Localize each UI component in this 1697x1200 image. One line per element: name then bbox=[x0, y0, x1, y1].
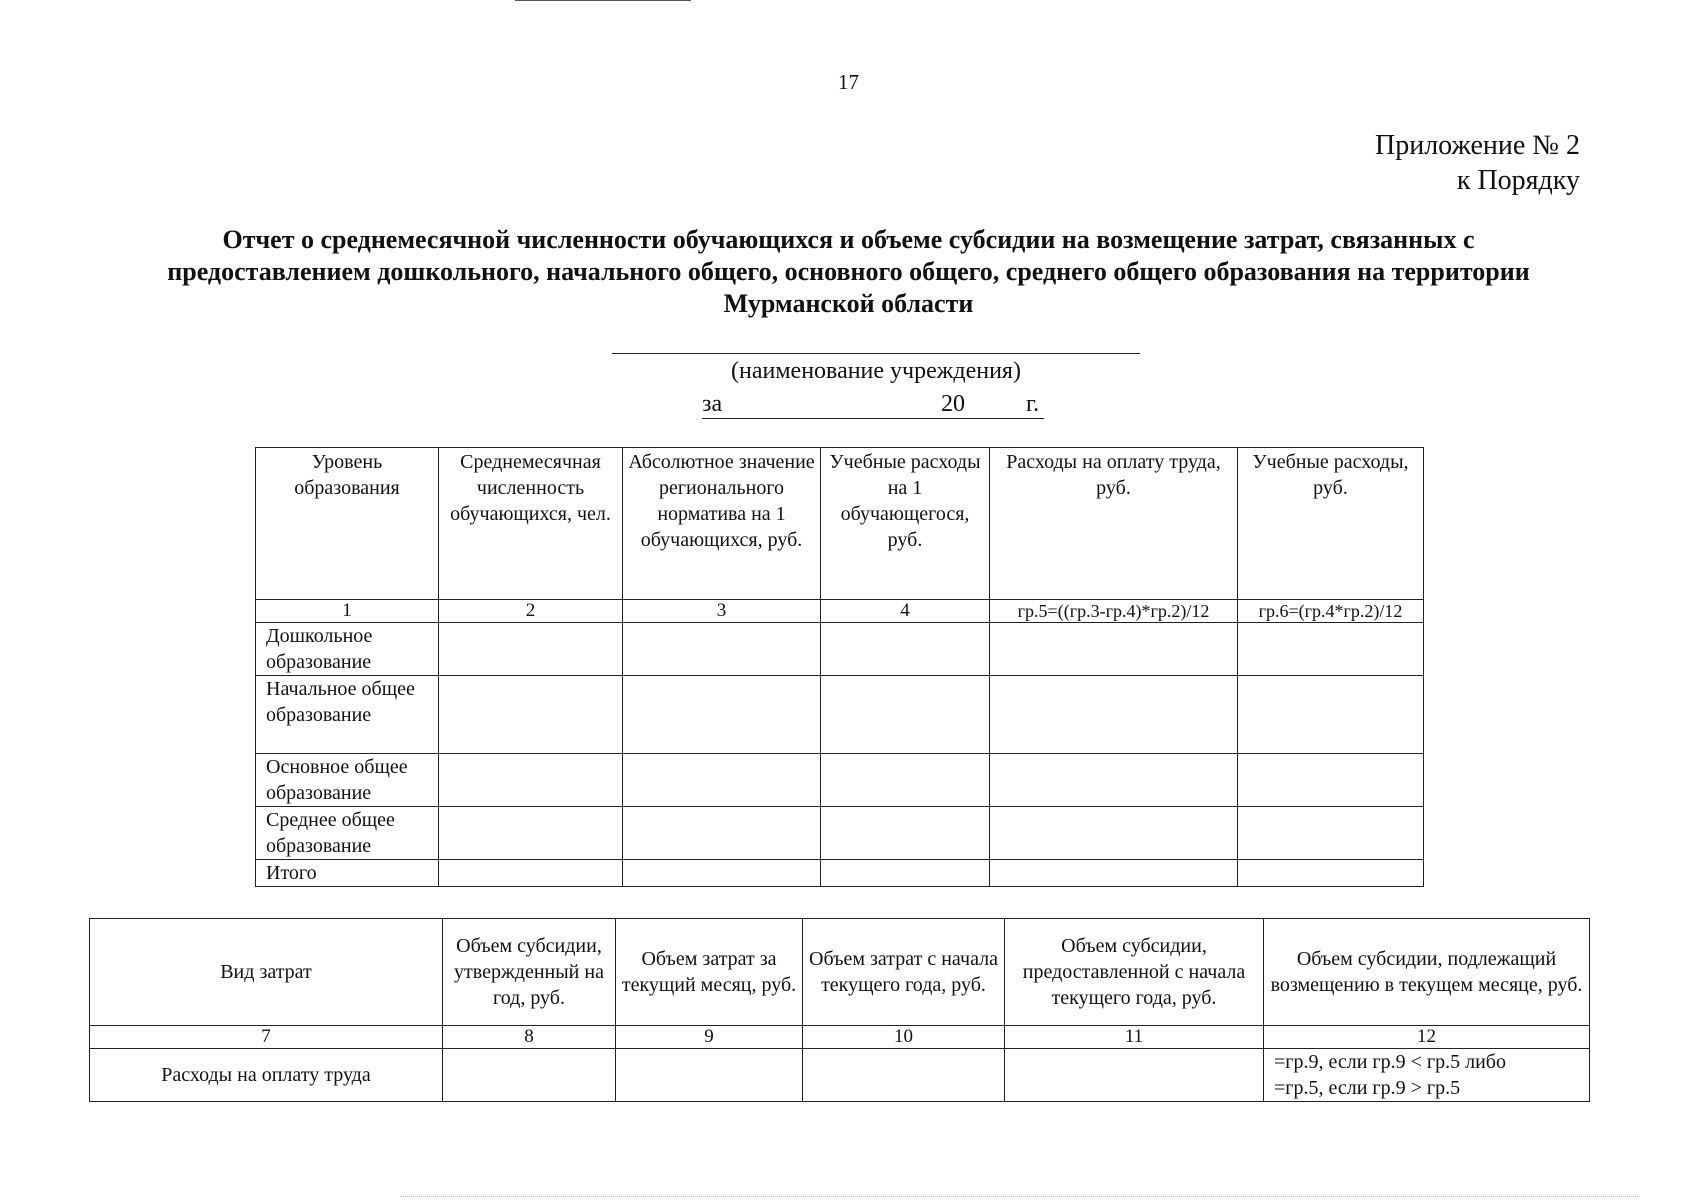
appendix-line-2: к Порядку bbox=[1456, 165, 1580, 196]
input-cell[interactable] bbox=[623, 676, 821, 754]
input-cell[interactable] bbox=[1238, 860, 1424, 887]
row-label-basic: Основное общее образование bbox=[256, 754, 439, 807]
header-edu-expenses: Учебные расходы, руб. bbox=[1238, 448, 1424, 600]
appendix-note bbox=[1375, 128, 1580, 198]
table-row bbox=[256, 676, 1424, 754]
header-education-level: Уровень образования bbox=[256, 448, 439, 600]
subsidy-formula-cell bbox=[1264, 1049, 1590, 1102]
input-cell[interactable] bbox=[1238, 676, 1424, 754]
input-cell[interactable] bbox=[439, 754, 623, 807]
row-label-secondary: Среднее общее образование bbox=[256, 807, 439, 860]
row-label-preschool: Дошкольное образование bbox=[256, 623, 439, 676]
period-prefix: за bbox=[702, 391, 723, 417]
institution-name-line[interactable] bbox=[612, 353, 1140, 354]
input-cell[interactable] bbox=[821, 807, 990, 860]
input-cell[interactable] bbox=[623, 623, 821, 676]
input-cell[interactable] bbox=[821, 860, 990, 887]
input-cell[interactable] bbox=[803, 1049, 1005, 1102]
input-cell[interactable] bbox=[821, 676, 990, 754]
report-title: Отчет о среднемесячной численности обучающихся и объеме субсидии на возмещение затрат, связанных с предоставлением дошкольного, начального общего, основного общего, среднего общего образования на территории Мурманской области bbox=[167, 225, 1530, 318]
input-cell[interactable] bbox=[439, 623, 623, 676]
row-label-total: Итого bbox=[256, 860, 439, 887]
input-cell[interactable] bbox=[1238, 754, 1424, 807]
period-underline[interactable] bbox=[702, 418, 1044, 419]
input-cell[interactable] bbox=[821, 623, 990, 676]
header-labor-costs: Расходы на оплату труда, руб. bbox=[990, 448, 1238, 600]
column-number-row bbox=[90, 1026, 1590, 1049]
header-ytd-subsidy: Объем субсидии, предоставленной с начала текущего года, руб. bbox=[1005, 919, 1264, 1026]
input-cell[interactable] bbox=[623, 754, 821, 807]
header-subsidy-due: Объем субсидии, подлежащий возмещению в текущем месяце, руб. bbox=[1264, 919, 1590, 1026]
input-cell[interactable] bbox=[1005, 1049, 1264, 1102]
col-formula-6: гр.6=(гр.4*гр.2)/12 bbox=[1238, 600, 1424, 623]
col-number: 2 bbox=[439, 600, 623, 623]
institution-caption: (наименование учреждения) bbox=[731, 358, 1021, 384]
input-cell[interactable] bbox=[990, 754, 1238, 807]
input-cell[interactable] bbox=[990, 860, 1238, 887]
table-row bbox=[256, 623, 1424, 676]
col-number: 11 bbox=[1005, 1026, 1264, 1049]
col-number: 3 bbox=[623, 600, 821, 623]
input-cell[interactable] bbox=[616, 1049, 803, 1102]
col-number: 1 bbox=[256, 600, 439, 623]
col-number: 10 bbox=[803, 1026, 1005, 1049]
input-cell[interactable] bbox=[443, 1049, 616, 1102]
input-cell[interactable] bbox=[821, 754, 990, 807]
input-cell[interactable] bbox=[623, 807, 821, 860]
input-cell[interactable] bbox=[623, 860, 821, 887]
table-total-row bbox=[256, 860, 1424, 887]
period-year: 20 bbox=[941, 391, 965, 417]
header-annual-subsidy: Объем субсидии, утвержденный на год, руб. bbox=[443, 919, 616, 1026]
header-month-costs: Объем затрат за текущий месяц, руб. bbox=[616, 919, 803, 1026]
col-number: 7 bbox=[90, 1026, 443, 1049]
header-edu-expense-per-student: Учебные расходы на 1 обучающегося, руб. bbox=[821, 448, 990, 600]
row-label-primary: Начальное общее образование bbox=[256, 676, 439, 754]
input-cell[interactable] bbox=[990, 807, 1238, 860]
table-row bbox=[90, 1049, 1590, 1102]
appendix-line-1: Приложение № 2 bbox=[1375, 130, 1580, 161]
col-formula-5: гр.5=((гр.3-гр.4)*гр.2)/12 bbox=[990, 600, 1238, 623]
input-cell[interactable] bbox=[1238, 623, 1424, 676]
header-cost-type: Вид затрат bbox=[90, 919, 443, 1026]
input-cell[interactable] bbox=[439, 860, 623, 887]
header-regional-norm: Абсолютное значение регионального норматива на 1 обучающихся, руб. bbox=[623, 448, 821, 600]
table-header-row bbox=[90, 919, 1590, 1026]
page-number: 17 bbox=[838, 70, 859, 94]
input-cell[interactable] bbox=[439, 807, 623, 860]
header-ytd-costs: Объем затрат с начала текущего года, руб. bbox=[803, 919, 1005, 1026]
period-suffix: г. bbox=[1026, 391, 1040, 417]
table-row bbox=[256, 754, 1424, 807]
input-cell[interactable] bbox=[439, 676, 623, 754]
col-number: 4 bbox=[821, 600, 990, 623]
input-cell[interactable] bbox=[990, 623, 1238, 676]
column-number-row bbox=[256, 600, 1424, 623]
input-cell[interactable] bbox=[990, 676, 1238, 754]
header-avg-enrollment: Среднемесячная численность обучающихся, чел. bbox=[439, 448, 623, 600]
col-number: 8 bbox=[443, 1026, 616, 1049]
formula-line-1: =гр.9, если гр.9 < гр.5 либо bbox=[1274, 1051, 1506, 1073]
col-number: 12 bbox=[1264, 1026, 1590, 1049]
subsidy-table bbox=[89, 918, 1590, 1102]
formula-line-2: =гр.5, если гр.9 > гр.5 bbox=[1274, 1077, 1461, 1099]
table-header-row bbox=[256, 448, 1424, 600]
enrollment-table bbox=[255, 447, 1424, 887]
col-number: 9 bbox=[616, 1026, 803, 1049]
top-rule bbox=[515, 0, 691, 1]
table-row bbox=[256, 807, 1424, 860]
row-label-labor-costs: Расходы на оплату труда bbox=[90, 1049, 443, 1102]
input-cell[interactable] bbox=[1238, 807, 1424, 860]
bottom-scan-artifacts bbox=[400, 1196, 1640, 1197]
report-period bbox=[702, 390, 1044, 420]
